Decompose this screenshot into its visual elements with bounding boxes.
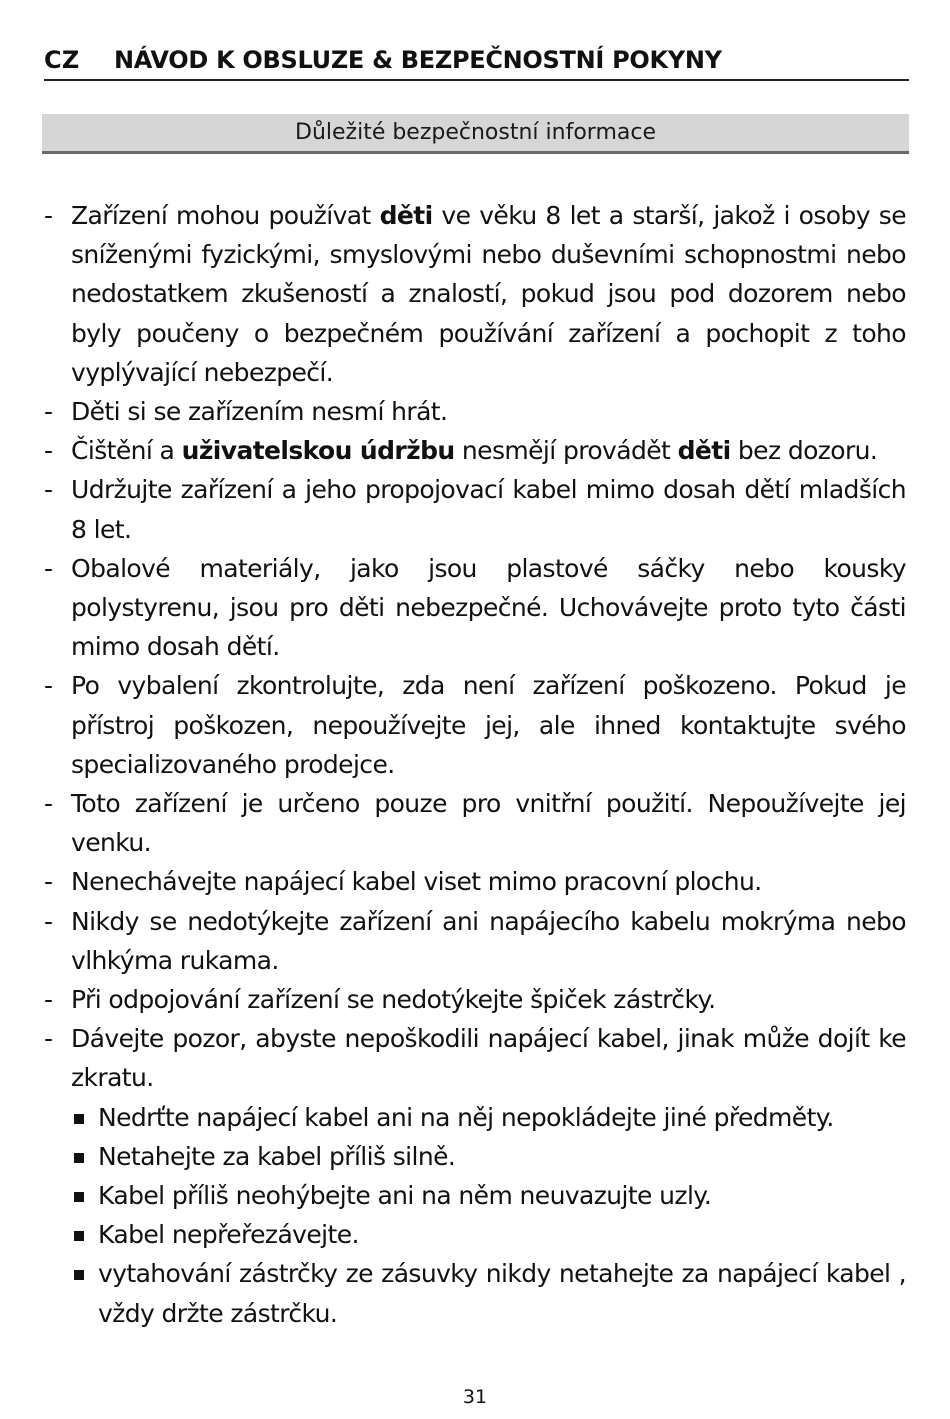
item-bold-text: děti (677, 436, 731, 466)
item-text: Obalové materiály, jako jsou plastové sáčky nebo kousky polystyrenu, jsou pro děti nebezpečné. Uchovávejte proto tyto části mimo dosah dětí. (71, 553, 906, 662)
list-item (44, 431, 906, 470)
list-item (44, 392, 906, 431)
item-text: Dávejte pozor, abyste nepoškodili napájecí kabel, jinak může dojít ke zkratu. (71, 1024, 906, 1093)
sub-item-text: Netahejte za kabel příliš silně. (98, 1141, 456, 1171)
list-item (44, 470, 906, 548)
list-item (44, 1019, 906, 1097)
square-bullet-icon (74, 1153, 84, 1163)
list-item (44, 980, 906, 1019)
list-dash: - (44, 475, 53, 505)
square-bullet-icon (74, 1270, 84, 1280)
item-text: Čištění a (71, 436, 182, 466)
sub-item-text: vytahování zástrčky ze zásuvky nikdy netahejte za napájecí kabel , vždy držte zástrčku. (98, 1259, 906, 1328)
page-title: NÁVOD K OBSLUZE & BEZPEČNOSTNÍ POKYNY (114, 46, 722, 74)
item-text: Nikdy se nedotýkejte zařízení ani napájecího kabelu mokrýma nebo vlhkýma rukama. (71, 906, 906, 975)
sub-item-text: Kabel příliš neohýbejte ani na něm neuvazujte uzly. (98, 1181, 712, 1211)
item-text: Zařízení mohou používat (71, 201, 380, 230)
item-bold-text: děti (379, 201, 433, 230)
list-dash: - (44, 201, 53, 230)
item-text: Toto zařízení je určeno pouze pro vnitřní použití. Nepoužívejte jej venku. (71, 789, 906, 858)
list-dash: - (44, 906, 53, 936)
item-text: Udržujte zařízení a jeho propojovací kabel mimo dosah dětí mladších 8 let. (71, 475, 906, 544)
item-text: Děti si se zařízením nesmí hrát. (71, 397, 448, 427)
square-bullet-icon (74, 1231, 84, 1241)
sub-list-item (44, 1137, 906, 1176)
sub-list-item (44, 1098, 906, 1137)
sub-list-item (44, 1254, 906, 1332)
section-heading: Důležité bezpečnostní informace (42, 114, 909, 154)
list-item (44, 196, 906, 392)
page-header (44, 44, 909, 81)
sub-item-text: Nedrťte napájecí kabel ani na něj nepokládejte jiné předměty. (98, 1102, 834, 1132)
item-text: bez dozoru. (730, 436, 878, 466)
item-text: Při odpojování zařízení se nedotýkejte špiček zástrčky. (71, 985, 716, 1015)
list-item (44, 784, 906, 862)
sub-list-item (44, 1215, 906, 1254)
item-text: Nenechávejte napájecí kabel viset mimo pracovní plochu. (71, 867, 762, 897)
list-dash: - (44, 553, 53, 583)
safety-list (44, 196, 906, 1333)
list-item (44, 666, 906, 784)
item-text: Po vybalení zkontrolujte, zda není zařízení poškozeno. Pokud je přístroj poškozen, nepoužívejte jej, ale ihned kontaktujte svého specializovaného prodejce. (71, 671, 906, 779)
item-text: ve věku 8 let a starší, jakož i osoby se sníženými fyzickými, smyslovými nebo duševními schopnostmi nebo nedostatkem zkušeností a znalostí, pokud jsou pod dozorem nebo byly poučeny o bezpečném používání zařízení a pochopit z toho vyplývající nebezpečí. (71, 201, 906, 387)
item-bold-text: uživatelskou údržbu (181, 436, 455, 466)
list-dash: - (44, 789, 53, 819)
square-bullet-icon (74, 1192, 84, 1202)
list-dash: - (44, 985, 53, 1015)
square-bullet-icon (74, 1114, 84, 1124)
list-dash: - (44, 1024, 53, 1054)
list-dash: - (44, 671, 53, 701)
item-text: nesmějí provádět (454, 436, 678, 466)
list-dash: - (44, 867, 53, 897)
list-dash: - (44, 397, 53, 427)
sub-list-item (44, 1176, 906, 1215)
list-item (44, 902, 906, 980)
list-item (44, 549, 906, 667)
page-number: 31 (462, 1386, 488, 1408)
list-dash: - (44, 436, 53, 466)
list-item (44, 862, 906, 901)
language-code: CZ (44, 46, 80, 74)
sub-item-text: Kabel nepřeřezávejte. (98, 1220, 359, 1250)
